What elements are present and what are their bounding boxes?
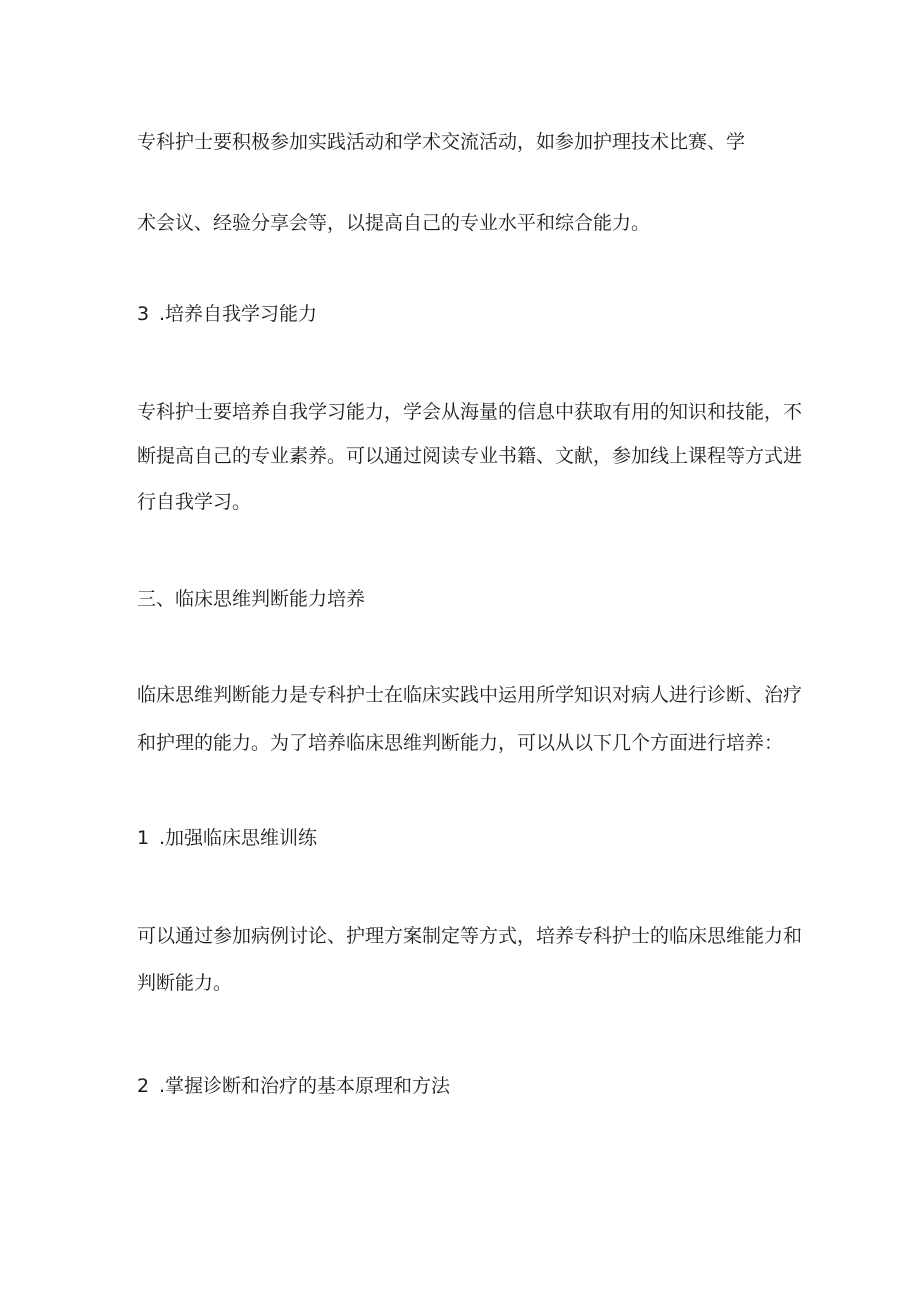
- paragraph-line: 可以通过参加病例讨论、护理方案制定等方式，培养专科护士的临床思维能力和: [137, 925, 803, 947]
- subheading-2: [137, 1074, 450, 1098]
- section-heading: 三、临床思维判断能力培养: [137, 588, 366, 610]
- subheading-number: 3: [137, 303, 150, 325]
- subheading-text: .培养自我学习能力: [159, 303, 318, 325]
- subheading-text: .加强临床思维训练: [159, 827, 318, 849]
- subheading-text: .掌握诊断和治疗的基本原理和方法: [159, 1075, 451, 1097]
- paragraph-line: 行自我学习。: [137, 491, 252, 513]
- paragraph-line: 专科护士要培养自我学习能力，学会从海量的信息中获取有用的知识和技能，不: [137, 401, 803, 423]
- paragraph-line: 专科护士要积极参加实践活动和学术交流活动，如参加护理技术比赛、学: [137, 131, 746, 153]
- paragraph-line: 断提高自己的专业素养。可以通过阅读专业书籍、文献，参加线上课程等方式进: [137, 445, 803, 467]
- paragraph-line: 术会议、经验分享会等，以提高自己的专业水平和综合能力。: [137, 212, 651, 234]
- subheading-number: 2: [137, 1075, 150, 1097]
- paragraph-line: 判断能力。: [137, 972, 233, 994]
- paragraph-line: 临床思维判断能力是专科护士在临床实践中运用所学知识对病人进行诊断、治疗: [137, 684, 803, 706]
- subheading-number: 1: [137, 827, 150, 849]
- paragraph-line: 和护理的能力。为了培养临床思维判断能力，可以从以下几个方面进行培养：: [137, 732, 784, 754]
- subheading-3: [137, 302, 317, 326]
- subheading-1: [137, 826, 317, 850]
